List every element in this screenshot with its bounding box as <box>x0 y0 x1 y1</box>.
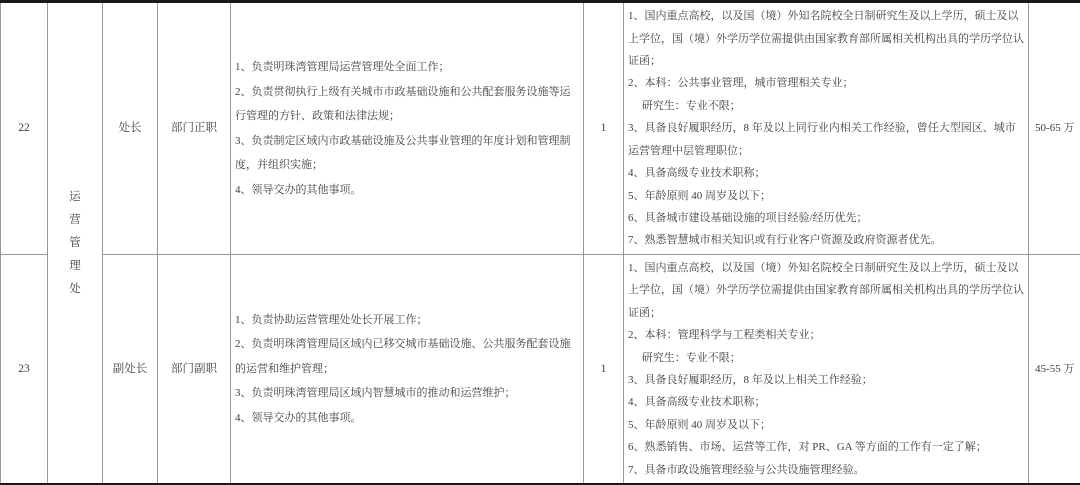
requirement-item: 5、年龄原则 40 周岁及以下； <box>628 418 771 431</box>
table-row-22 <box>1 2 1080 255</box>
cell-rank: 部门正职 <box>158 2 231 255</box>
cell-duties <box>231 255 584 485</box>
requirement-item: 6、具备城市建设基础设施的项目经验/经历优先； <box>628 211 868 224</box>
cell-requirements <box>624 255 1029 485</box>
requirement-item: 研究生：专业不限； <box>628 99 741 112</box>
duty-item: 2、负责明珠湾管理局区域内已移交城市基础设施、公共服务配套设施的运营和维护管理； <box>235 338 571 375</box>
requirement-item: 3、具备良好履职经历，8 年及以上同行业内相关工作经验，曾任大型园区、城市运营管理中层管理职位； <box>628 122 1016 157</box>
department-vertical-text <box>48 191 102 295</box>
duty-item: 4、领导交办的其他事项。 <box>235 411 362 424</box>
duty-item: 2、负责贯彻执行上级有关城市市政基础设施和公共配套服务设施等运行管理的方针、政策和法律法规； <box>235 85 571 122</box>
duty-item: 4、领导交办的其他事项。 <box>235 183 362 196</box>
requirement-item: 7、具备市政设施管理经验与公共设施管理经验。 <box>628 463 865 476</box>
requirement-item: 6、熟悉销售、市场、运营等工作，对 PR、GA 等方面的工作有一定了解； <box>628 441 987 454</box>
duty-item: 1、负责协助运营管理处处长开展工作； <box>235 313 428 326</box>
cell-headcount: 1 <box>584 2 624 255</box>
department-char: 运 <box>69 191 81 203</box>
requirement-item: 4、具备高级专业技术职称； <box>628 396 766 409</box>
department-char: 处 <box>69 283 81 295</box>
requirement-item: 7、熟悉智慧城市相关知识或有行业客户资源及政府资源者优先。 <box>628 234 942 247</box>
cell-department <box>48 2 103 485</box>
cell-duties <box>231 2 584 255</box>
cell-position: 副处长 <box>103 255 158 485</box>
duty-item: 1、负责明珠湾管理局运营管理处全面工作； <box>235 61 450 73</box>
duty-item: 3、负责制定区域内市政基础设施及公共事业管理的年度计划和管理制度，并组织实施； <box>235 134 571 171</box>
requirement-item: 4、具备高级专业技术职称； <box>628 167 766 180</box>
table-row-23 <box>1 255 1080 485</box>
requirement-item: 2、本科：公共事业管理，城市管理相关专业； <box>628 77 854 90</box>
cell-headcount: 1 <box>584 255 624 485</box>
requirement-item: 1、国内重点高校，以及国（境）外知名院校全日制研究生及以上学历，硕士及以上学位，国（境）外学历学位需提供由国家教育部所属相关机构出具的学历学位认证函； <box>628 10 1024 68</box>
cell-salary: 45-55 万 <box>1029 255 1080 485</box>
department-char: 理 <box>69 260 81 272</box>
duty-item: 3、负责明珠湾管理局区域内智慧城市的推动和运营维护； <box>235 387 516 400</box>
requirement-item: 研究生：专业不限； <box>628 351 741 364</box>
requirement-item: 1、国内重点高校，以及国（境）外知名院校全日制研究生及以上学历，硕士及以上学位，国（境）外学历学位需提供由国家教育部所属相关机构出具的学历学位认证函； <box>628 261 1024 319</box>
requirement-item: 5、年龄原则 40 周岁及以下； <box>628 189 771 202</box>
job-table-body <box>1 2 1080 485</box>
cell-requirements <box>624 2 1029 255</box>
requirement-item: 3、具备良好履职经历，8 年及以上相关工作经验； <box>628 374 873 386</box>
department-char: 管 <box>69 237 81 249</box>
cell-rank: 部门副职 <box>158 255 231 485</box>
requirement-item: 2、本科：管理科学与工程类相关专业； <box>628 329 821 342</box>
department-char: 营 <box>69 214 81 226</box>
cell-number: 22 <box>1 2 48 255</box>
cell-number: 23 <box>1 255 48 485</box>
cell-salary: 50-65 万 <box>1029 2 1080 255</box>
cell-position: 处长 <box>103 2 158 255</box>
